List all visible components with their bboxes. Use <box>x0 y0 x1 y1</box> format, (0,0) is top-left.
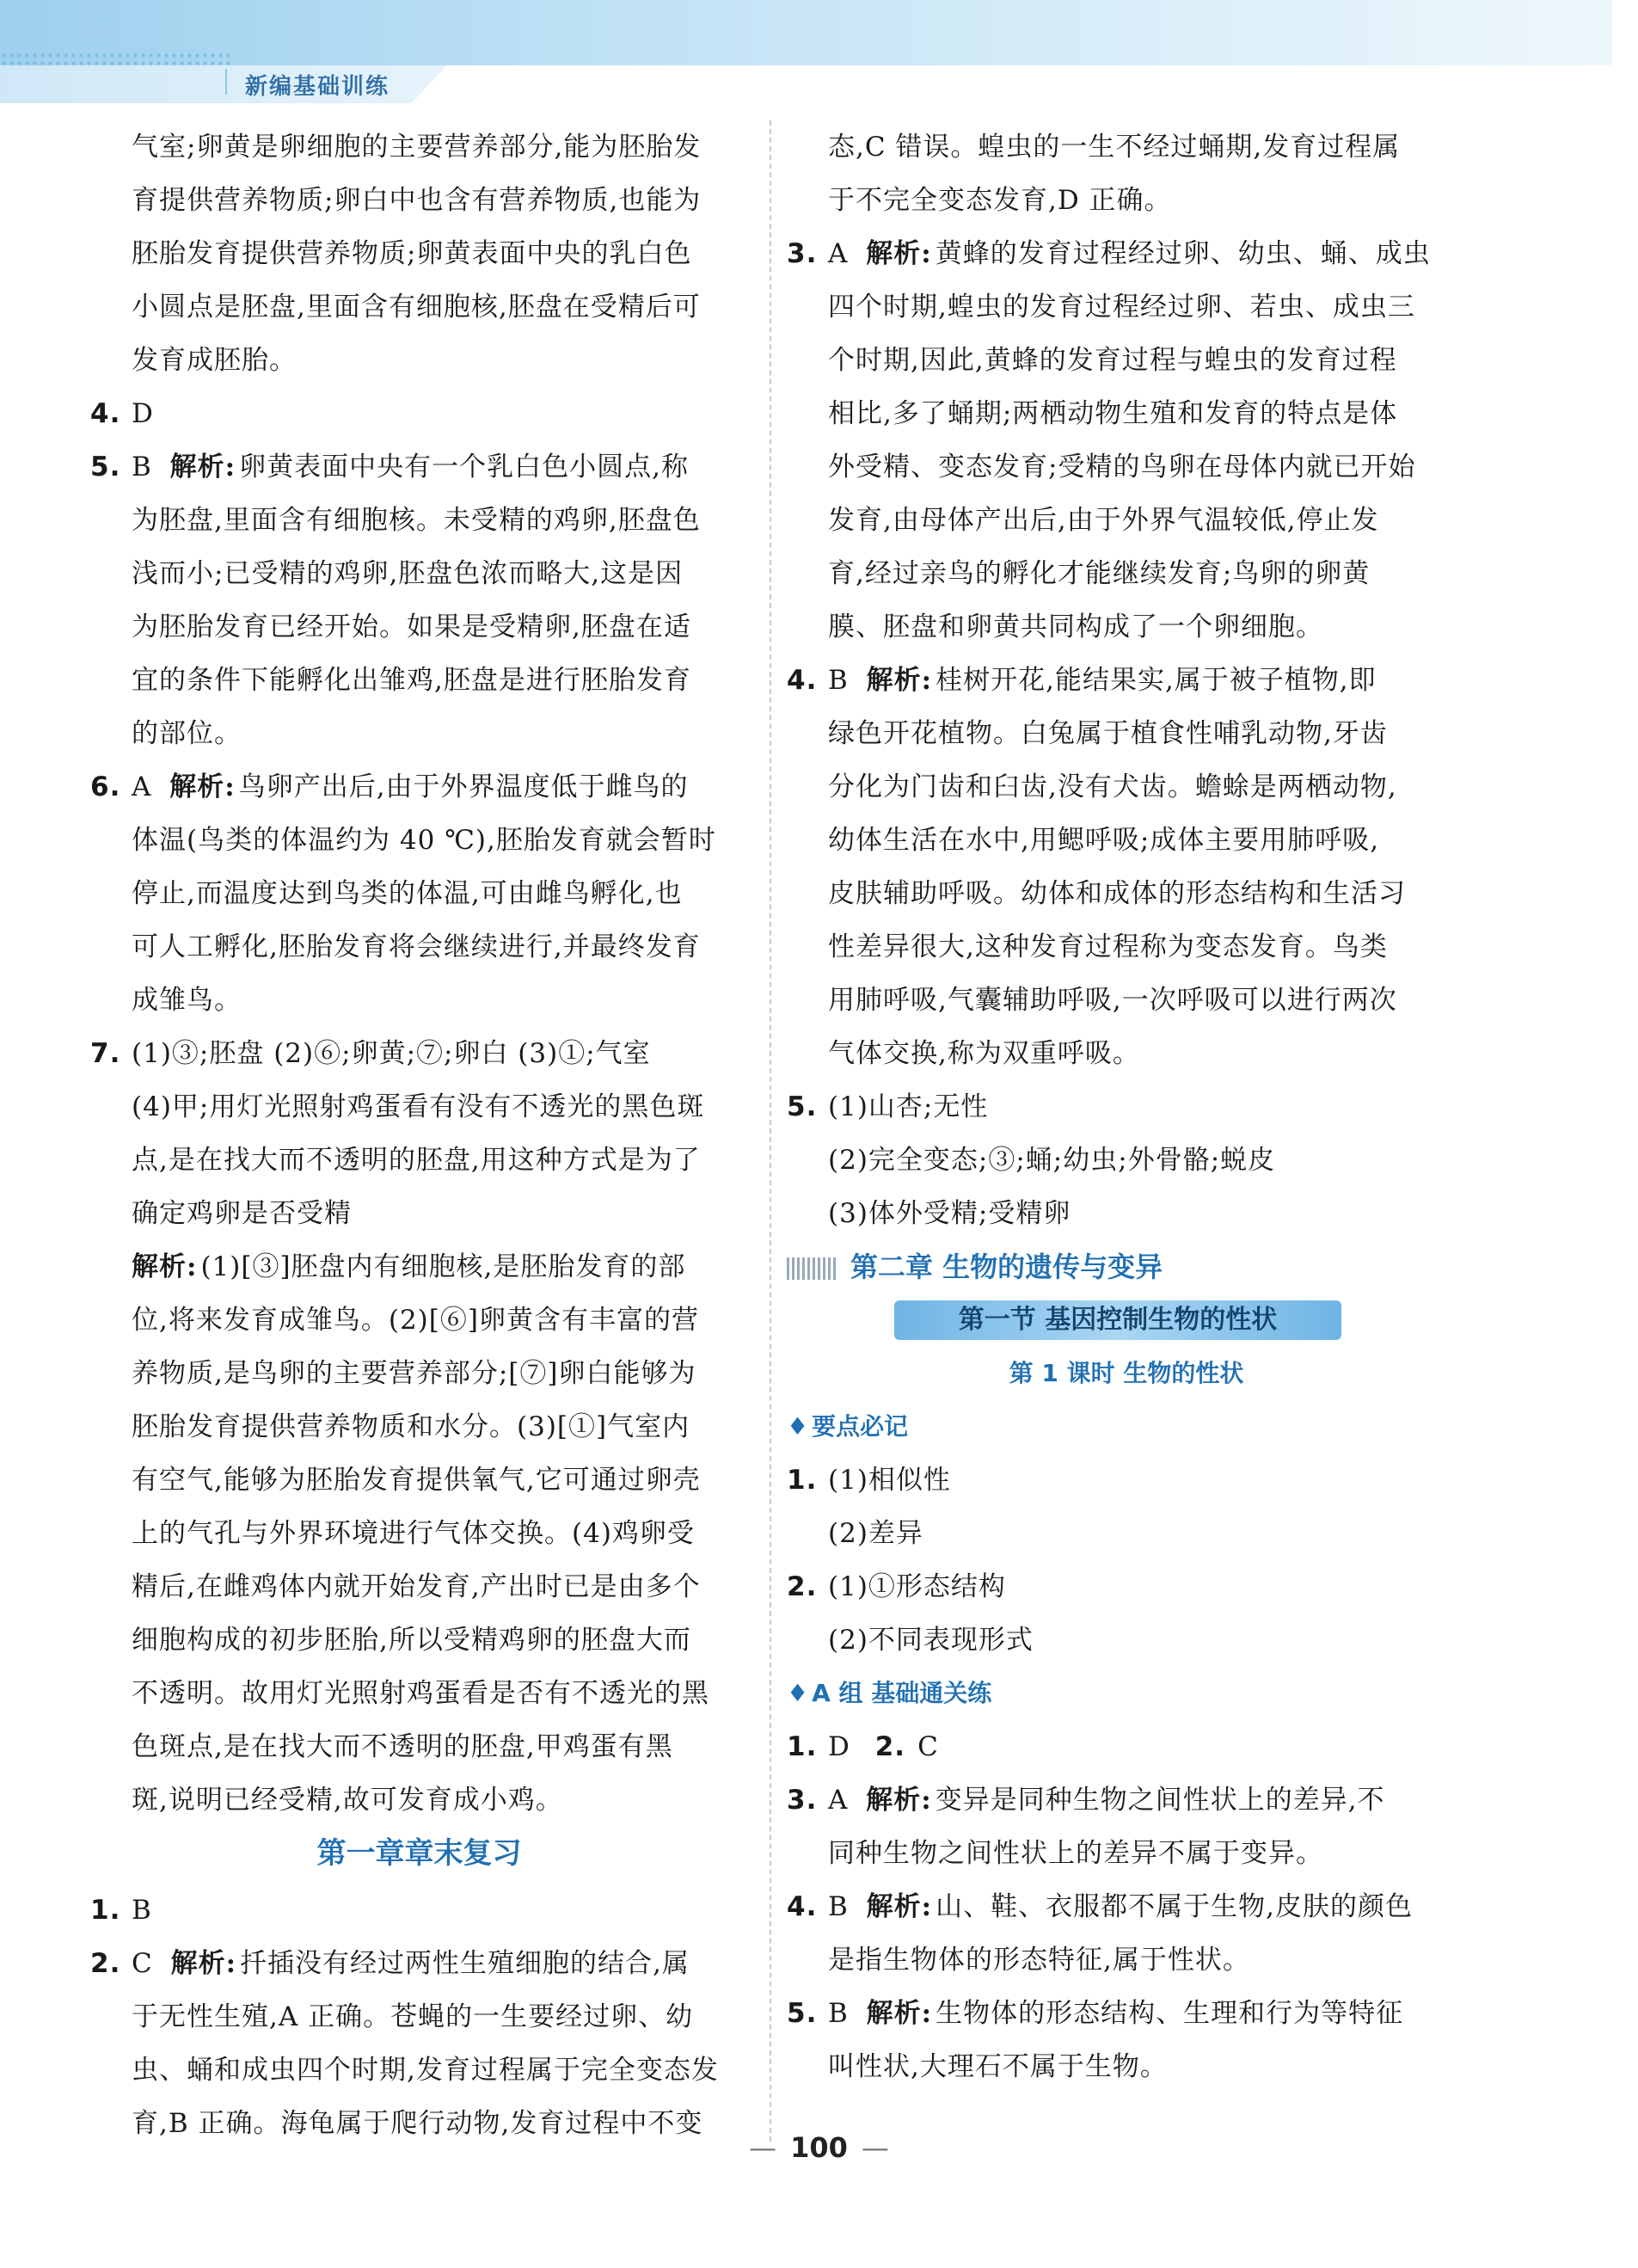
text-line: 的部位。 <box>132 718 242 749</box>
text-line: 胚胎发育提供营养物质和水分。(3)[①]气室内 <box>132 1411 690 1442</box>
text-line: 体温(鸟类的体温约为 40 ℃),胚胎发育就会暂时 <box>132 825 716 856</box>
answer-item-6 <box>90 760 748 814</box>
text-line: 态,C 错误。蝗虫的一生不经过蛹期,发育过程属 <box>828 132 1401 163</box>
analysis-text: 山、鞋、衣服都不属于生物,皮肤的颜色 <box>936 1891 1413 1922</box>
answer-choice: B <box>828 665 849 696</box>
item-number: 4. <box>787 1891 818 1922</box>
analysis-text: 黄蜂的发育过程经过卵、幼虫、蛹、成虫 <box>935 238 1431 269</box>
text-line: 上的气孔与外界环境进行气体交换。(4)鸡卵受 <box>132 1518 695 1549</box>
text-line: 有空气,能够为胚胎发育提供氧气,它可通过卵壳 <box>132 1465 701 1496</box>
dash-right: — <box>861 2131 889 2164</box>
item-number: 1. <box>787 1465 818 1496</box>
chapter-bars-icon <box>787 1257 838 1280</box>
analysis-label: 解析: <box>866 1785 932 1816</box>
review-item-1 <box>90 1884 748 1937</box>
text-line: 虫、蛹和成虫四个时期,发育过程属于完全变态发 <box>132 2055 719 2086</box>
chapter-title-text: 第二章 生物的遗传与变异 <box>850 1251 1163 1283</box>
answer-choice: B <box>828 1891 849 1922</box>
analysis-text: 桂树开花,能结果实,属于被子植物,即 <box>936 665 1377 696</box>
text-line: (2)差异 <box>828 1518 923 1549</box>
lesson-title: 第 1 课时 生物的性状 <box>1009 1359 1244 1387</box>
analysis-label: 解析: <box>170 1948 237 1979</box>
analysis-text: 变异是同种生物之间性状上的差异,不 <box>935 1785 1385 1816</box>
analysis-label: 解析: <box>866 1998 933 2029</box>
section-heading <box>787 1294 1466 1347</box>
text-line: 不透明。故用灯光照射鸡蛋看是否有不透光的黑 <box>132 1678 709 1709</box>
page-number-text: 100 <box>790 2131 848 2164</box>
item-number: 2. <box>874 1731 906 1762</box>
analysis-label: 解析: <box>132 1251 198 1282</box>
text-line: 确定鸡卵是否受精 <box>132 1198 352 1229</box>
answer-choice: A <box>828 238 849 269</box>
text-line: 精后,在雌鸡体内就开始发育,产出时已是由多个 <box>132 1571 701 1602</box>
text-line: 发育,由母体产出后,由于外界气温较低,停止发 <box>828 505 1379 536</box>
item-number: 1. <box>90 1895 121 1926</box>
text-line: 是指生物体的形态特征,属于性状。 <box>828 1945 1250 1976</box>
text-line: 育,B 正确。海龟属于爬行动物,发育过程中不变 <box>132 2108 703 2139</box>
book-title: 新编基础训练 <box>245 74 390 100</box>
item-number: 4. <box>90 398 121 429</box>
text-line: 于无性生殖,A 正确。苍蝇的一生要经过卵、幼 <box>132 2001 694 2032</box>
column-divider <box>770 120 771 2142</box>
analysis-text: (1)[③]胚盘内有细胞核,是胚胎发育的部 <box>200 1251 686 1282</box>
diamond-icon: ♦ <box>787 1679 809 1707</box>
answer-choice: B <box>132 452 152 482</box>
chapter-review-title: 第一章章末复习 <box>316 1836 522 1871</box>
text-line: 同种生物之间性状上的差异不属于变异。 <box>828 1838 1323 1869</box>
section-banner: 第一节 基因控制生物的性状 <box>894 1300 1341 1340</box>
item-number: 6. <box>90 771 121 802</box>
chapter-heading <box>787 1240 1466 1294</box>
item-number: 2. <box>90 1948 121 1979</box>
group-a-item-4 <box>787 1880 1466 1933</box>
group-a-item-3 <box>787 1773 1466 1827</box>
text-line: (3)体外受精;受精卵 <box>828 1198 1071 1229</box>
analysis-label: 解析: <box>169 452 236 482</box>
text-line: 气体交换,称为双重呼吸。 <box>828 1038 1140 1069</box>
review-item-2 <box>90 1937 748 1990</box>
text-line: 可人工孵化,胚胎发育将会继续进行,并最终发育 <box>132 931 701 962</box>
text-line: 叫性状,大理石不属于生物。 <box>828 2051 1168 2082</box>
text-line: 浅而小;已受精的鸡卵,胚盘色浓而略大,这是因 <box>132 558 684 589</box>
item-number: 5. <box>787 1998 818 2029</box>
header-band <box>0 0 1612 65</box>
left-column <box>90 120 748 2150</box>
text-line: 育,经过亲鸟的孵化才能继续发育;鸟卵的卵黄 <box>828 558 1371 589</box>
text-line: (4)甲;用灯光照射鸡蛋看有没有不透光的黑色斑 <box>132 1091 705 1122</box>
diamond-icon: ♦ <box>787 1412 809 1441</box>
text-line: 为胚盘,里面含有细胞核。未受精的鸡卵,胚盘色 <box>132 505 701 536</box>
key-item-1 <box>787 1454 1466 1507</box>
text-line: 分化为门齿和臼齿,没有犬齿。蟾蜍是两栖动物, <box>828 771 1397 802</box>
right-column <box>787 120 1466 2093</box>
group-a-item-5 <box>787 1987 1466 2040</box>
text-line: 停止,而温度达到鸟类的体温,可由雌鸟孵化,也 <box>132 878 683 909</box>
analysis-text: 扦插没有经过两性生殖细胞的结合,属 <box>240 1948 690 1979</box>
answer-text: (1)③;胚盘 (2)⑥;卵黄;⑦;卵白 (3)①;气室 <box>132 1038 651 1069</box>
text-line: 四个时期,蝗虫的发育过程经过卵、若虫、成虫三 <box>828 292 1415 323</box>
answer-text: (1)①形态结构 <box>828 1571 1006 1602</box>
answer-choice: C <box>132 1948 153 1979</box>
text-line: 点,是在找大而不透明的胚盘,用这种方式是为了 <box>132 1145 701 1176</box>
text-line: 为胚胎发育已经开始。如果是受精卵,胚盘在适 <box>132 612 691 642</box>
text-line: 育提供营养物质;卵白中也含有营养物质,也能为 <box>132 185 702 216</box>
text-line: 膜、胚盘和卵黄共同构成了一个卵细胞。 <box>828 612 1323 642</box>
answer-choice: D <box>132 398 154 429</box>
text-line: 幼体生活在水中,用鳃呼吸;成体主要用肺呼吸, <box>828 825 1380 856</box>
answer-item-7 <box>90 1027 748 1080</box>
analysis-line <box>90 1240 748 1294</box>
analysis-text: 鸟卵产出后,由于外界温度低于雌鸟的 <box>238 771 689 802</box>
analysis-label: 解析: <box>169 771 236 802</box>
text-line: 宜的条件下能孵化出雏鸡,胚盘是进行胚胎发育 <box>132 665 691 696</box>
text-line: (2)不同表现形式 <box>828 1625 1034 1656</box>
item-number: 5. <box>787 1091 818 1122</box>
text-line: 发育成胚胎。 <box>132 345 297 376</box>
answer-choice: B <box>132 1895 152 1926</box>
review-item-3 <box>787 227 1466 280</box>
text-line: 性差异很大,这种发育过程称为变态发育。鸟类 <box>828 931 1388 962</box>
answer-text: (1)山杏;无性 <box>828 1091 989 1122</box>
header-separator <box>225 69 227 95</box>
item-number: 1. <box>787 1731 818 1762</box>
analysis-text: 生物体的形态结构、生理和行为等特征 <box>936 1998 1404 2029</box>
answer-choice: C <box>917 1731 939 1762</box>
answer-text: (1)相似性 <box>828 1465 951 1496</box>
item-number: 5. <box>90 452 121 482</box>
text-line: 绿色开花植物。白兔属于植食性哺乳动物,牙齿 <box>828 718 1388 749</box>
answer-choice: B <box>828 1998 849 2029</box>
text-line: 色斑点,是在找大而不透明的胚盘,甲鸡蛋有黑 <box>132 1731 673 1762</box>
answer-choice: D <box>828 1731 850 1762</box>
review-item-4 <box>787 654 1466 707</box>
text-line: (2)完全变态;③;蛹;幼虫;外骨骼;蜕皮 <box>828 1145 1276 1176</box>
key-points-heading <box>787 1400 1466 1454</box>
text-line: 个时期,因此,黄蜂的发育过程与蝗虫的发育过程 <box>828 345 1397 376</box>
item-number: 3. <box>787 1785 818 1816</box>
text-line: 皮肤辅助呼吸。幼体和成体的形态结构和生活习 <box>828 878 1406 909</box>
answer-item-5 <box>90 440 748 494</box>
answer-item-4 <box>90 387 748 440</box>
key-item-2 <box>787 1560 1466 1613</box>
text-line: 斑,说明已经受精,故可发育成小鸡。 <box>132 1785 563 1816</box>
text-line: 位,将来发育成雏鸟。(2)[⑥]卵黄含有丰富的营 <box>132 1305 699 1336</box>
dash-left: — <box>749 2131 777 2164</box>
review-item-5 <box>787 1080 1466 1134</box>
group-a-label: A 组 基础通关练 <box>812 1679 992 1707</box>
item-number: 7. <box>90 1038 121 1069</box>
analysis-label: 解析: <box>866 238 932 269</box>
group-a-heading <box>787 1667 1466 1720</box>
text-line: 胚胎发育提供营养物质;卵黄表面中央的乳白色 <box>132 238 692 269</box>
text-line: 于不完全变态发育,D 正确。 <box>828 185 1172 216</box>
key-points-label: 要点必记 <box>812 1412 909 1441</box>
text-line: 气室;卵黄是卵细胞的主要营养部分,能为胚胎发 <box>132 132 702 163</box>
item-number: 4. <box>787 665 818 696</box>
text-line: 成雏鸟。 <box>132 985 242 1016</box>
text-line: 细胞构成的初步胚胎,所以受精鸡卵的胚盘大而 <box>132 1625 691 1656</box>
text-line: 外受精、变态发育;受精的鸟卵在母体内就已开始 <box>828 452 1416 482</box>
item-number: 2. <box>787 1571 818 1602</box>
answer-choice: A <box>132 771 152 802</box>
text-line: 小圆点是胚盘,里面含有细胞核,胚盘在受精后可 <box>132 292 701 323</box>
text-line: 用肺呼吸,气囊辅助呼吸,一次呼吸可以进行两次 <box>828 985 1397 1016</box>
page-number <box>0 2131 1638 2164</box>
text-line: 养物质,是鸟卵的主要营养部分;[⑦]卵白能够为 <box>132 1358 696 1389</box>
answer-choice: A <box>828 1785 849 1816</box>
group-a-items-1-2 <box>787 1720 1466 1773</box>
analysis-label: 解析: <box>866 1891 933 1922</box>
text-line: 相比,多了蛹期;两栖动物生殖和发育的特点是体 <box>828 398 1398 429</box>
analysis-label: 解析: <box>866 665 933 696</box>
item-number: 3. <box>787 238 818 269</box>
analysis-text: 卵黄表面中央有一个乳白色小圆点,称 <box>239 452 689 482</box>
